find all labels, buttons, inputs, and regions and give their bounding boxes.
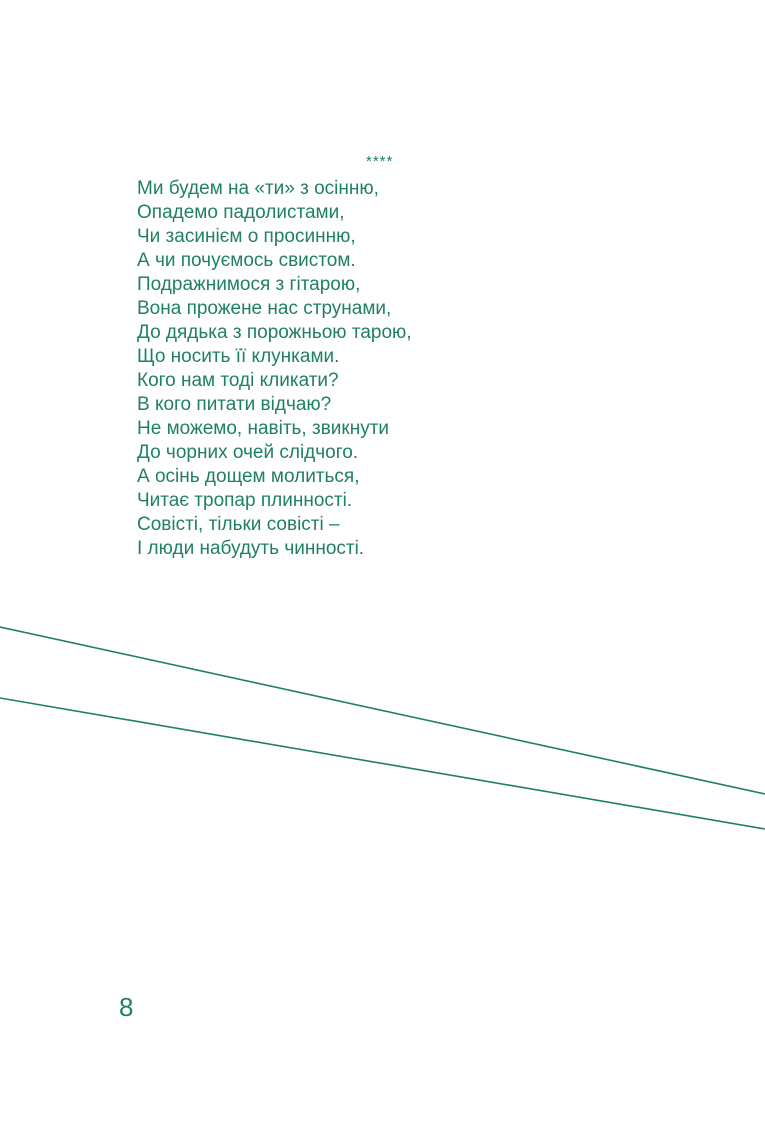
poem-line: Опадемо падолистами, <box>137 202 345 223</box>
poem-line: А осінь дощем молиться, <box>137 466 360 487</box>
poem-line: Совісті, тільки совісті – <box>137 514 340 535</box>
decorative-line-upper <box>0 627 765 794</box>
poem-line: Що носить її клунками. <box>137 346 340 367</box>
poem-line: До чорних очей слідчого. <box>137 442 359 463</box>
section-ornament: **** <box>366 153 394 170</box>
poem-line: А чи почуємось свистом. <box>137 250 356 271</box>
poem-line: Читає тропар плинності. <box>137 490 353 511</box>
poem-line: Кого нам тоді кликати? <box>137 370 339 391</box>
poem-line: Ми будем на «ти» з осінню, <box>137 178 379 199</box>
decorative-line-lower <box>0 698 765 829</box>
poem-line: Не можемо, навіть, звикнути <box>137 418 390 439</box>
poem-line: До дядька з порожньою тарою, <box>137 322 412 343</box>
poem-line: І люди набудуть чинності. <box>137 538 365 559</box>
poem-line: Вона прожене нас струнами, <box>137 298 392 319</box>
page-number: 8 <box>119 992 134 1022</box>
poem-line: В кого питати відчаю? <box>137 394 332 415</box>
poem-line: Чи засинієм о просинню, <box>137 226 356 247</box>
poem-line: Подражнимося з гітарою, <box>137 274 361 295</box>
